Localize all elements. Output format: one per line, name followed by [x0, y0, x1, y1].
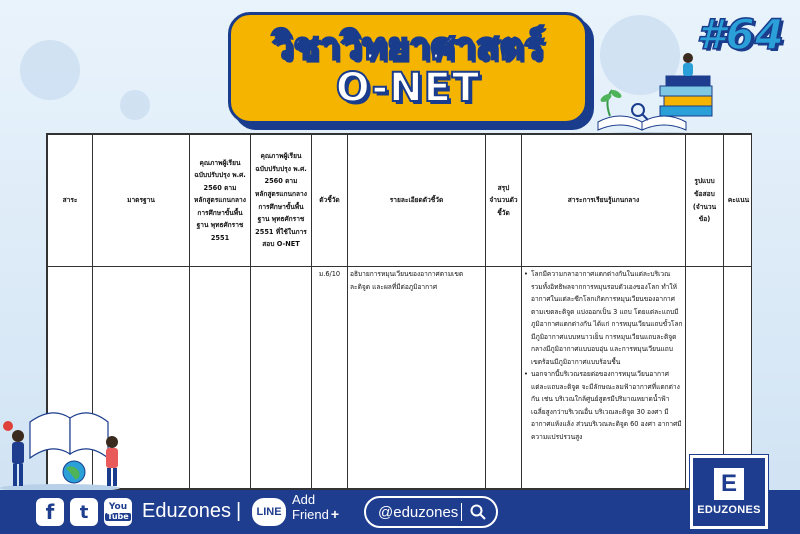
handle-search-box[interactable] [364, 496, 498, 528]
header-exam-format: รูปแบบข้อสอบ (จำนวนข้อ) [686, 135, 724, 267]
table-header-row [48, 135, 753, 267]
header-strand: สาระ [48, 135, 93, 267]
add-text: Add [292, 492, 316, 507]
indicator-table [46, 133, 752, 490]
title-thai: วิชาวิทยาศาสตร์ [271, 24, 545, 69]
header-indicator: ตัวชี้วัด [312, 135, 348, 267]
footer-divider: | [236, 500, 242, 522]
add-friend-label[interactable] [292, 493, 339, 523]
brand-name: Eduzones [142, 500, 231, 522]
twitter-icon[interactable] [70, 498, 98, 526]
header-learner-quality-onet: คุณภาพผู้เรียน ฉบับปรับปรุง พ.ศ. 2560 ตามหลักสูตรแกนกลางการศึกษาขั้นพื้นฐาน พุทธศักราช 2551 ที่ใช้ในการสอบ O-NET [251, 135, 312, 267]
logo-name: EDUZONES [697, 504, 761, 516]
eduzones-logo [690, 455, 768, 529]
table-row [48, 267, 753, 489]
header-score: คะแนน [724, 135, 753, 267]
title-onet: O-NET [335, 64, 481, 111]
episode-number: #64 [696, 10, 784, 59]
youtube-glyph-top: You [108, 502, 128, 512]
facebook-glyph: f [45, 500, 55, 524]
youtube-glyph-bottom: Tube [107, 512, 129, 521]
line-icon[interactable] [252, 498, 286, 526]
logo-letter: E [714, 468, 744, 500]
handle-separator [461, 503, 462, 521]
line-label: LINE [256, 506, 282, 518]
cell-indicator-count [486, 267, 522, 489]
cell-indicator-detail: อธิบายการหมุนเวียนของอากาศตามเขตละติจูด และผลที่มีต่อภูมิอากาศ [348, 267, 486, 489]
friend-word: Friend [292, 507, 329, 523]
friend-text [292, 507, 339, 522]
background-circle [20, 40, 80, 100]
core-content-list [524, 268, 683, 443]
facebook-icon[interactable] [36, 498, 64, 526]
youtube-icon[interactable] [104, 498, 132, 526]
cell-learner-quality-onet [251, 267, 312, 489]
search-icon[interactable] [470, 504, 486, 520]
header-indicator-detail: รายละเอียดตัวชี้วัด [348, 135, 486, 267]
title-banner [228, 12, 588, 124]
cell-learner-quality [190, 267, 251, 489]
list-item: • โลกมีความกลาอากาศแตกต่างกันในแต่ละบริเวณ รวมทั้งอิทธิพลจากการหมุนรอบตัวเองของโลก ทำให้อากาศในแต่ละซีกโลกเกิดการหมุนเวียนของอากาศตามเขตละติจูด แบ่งออกเป็น 3 แถบ โดยแต่ละแถบมีภูมิอากาศแตกต่างกัน ได้แก่ การหมุนเวียนแถบขั้วโลกมีภูมิอากาศแบบหนาวเย็น การหมุนเวียนแถบละติจูดกลางมีภูมิอากาศแบบอบอุ่น และการหมุนเวียนแถบเขตร้อนมีภูมิอากาศแบบร้อนชื้น [524, 268, 683, 368]
header-core-content: สาระการเรียนรู้แกนกลาง [522, 135, 686, 267]
students-illustration [0, 392, 130, 492]
background-circle [120, 90, 150, 120]
list-item: • นอกจากนี้บริเวณรอยต่อของการหมุนเวียนอากาศแต่ละแถบละติจูด จะมีลักษณะลมฟ้าอากาศที่แตกต่างกัน เช่น บริเวณใกล้ศูนย์สูตรมีปริมาณหยาดน้ำฟ้าเฉลี่ยสูงกว่าบริเวณอื่น บริเวณละติจูด 30 องศา มีอากาศแห้งแล้ง ส่วนบริเวณละติจูด 60 องศา อากาศมีความแปรปรวนสูง [524, 368, 683, 443]
cell-indicator: ม.6/10 [312, 267, 348, 489]
header-learner-quality: คุณภาพผู้เรียน ฉบับปรับปรุง พ.ศ. 2560 ตามหลักสูตรแกนกลางการศึกษาขั้นพื้นฐาน พุทธศักราช 2551 [190, 135, 251, 267]
books-illustration [590, 50, 720, 140]
footer-bar [0, 490, 800, 534]
header-indicator-count: สรุปจำนวนตัวชี้วัด [486, 135, 522, 267]
handle-text: @eduzones [378, 503, 459, 521]
twitter-glyph: t [79, 501, 89, 523]
cell-core-content [522, 267, 686, 489]
header-standard: มาตรฐาน [93, 135, 190, 267]
add-user-icon: + [330, 506, 340, 523]
